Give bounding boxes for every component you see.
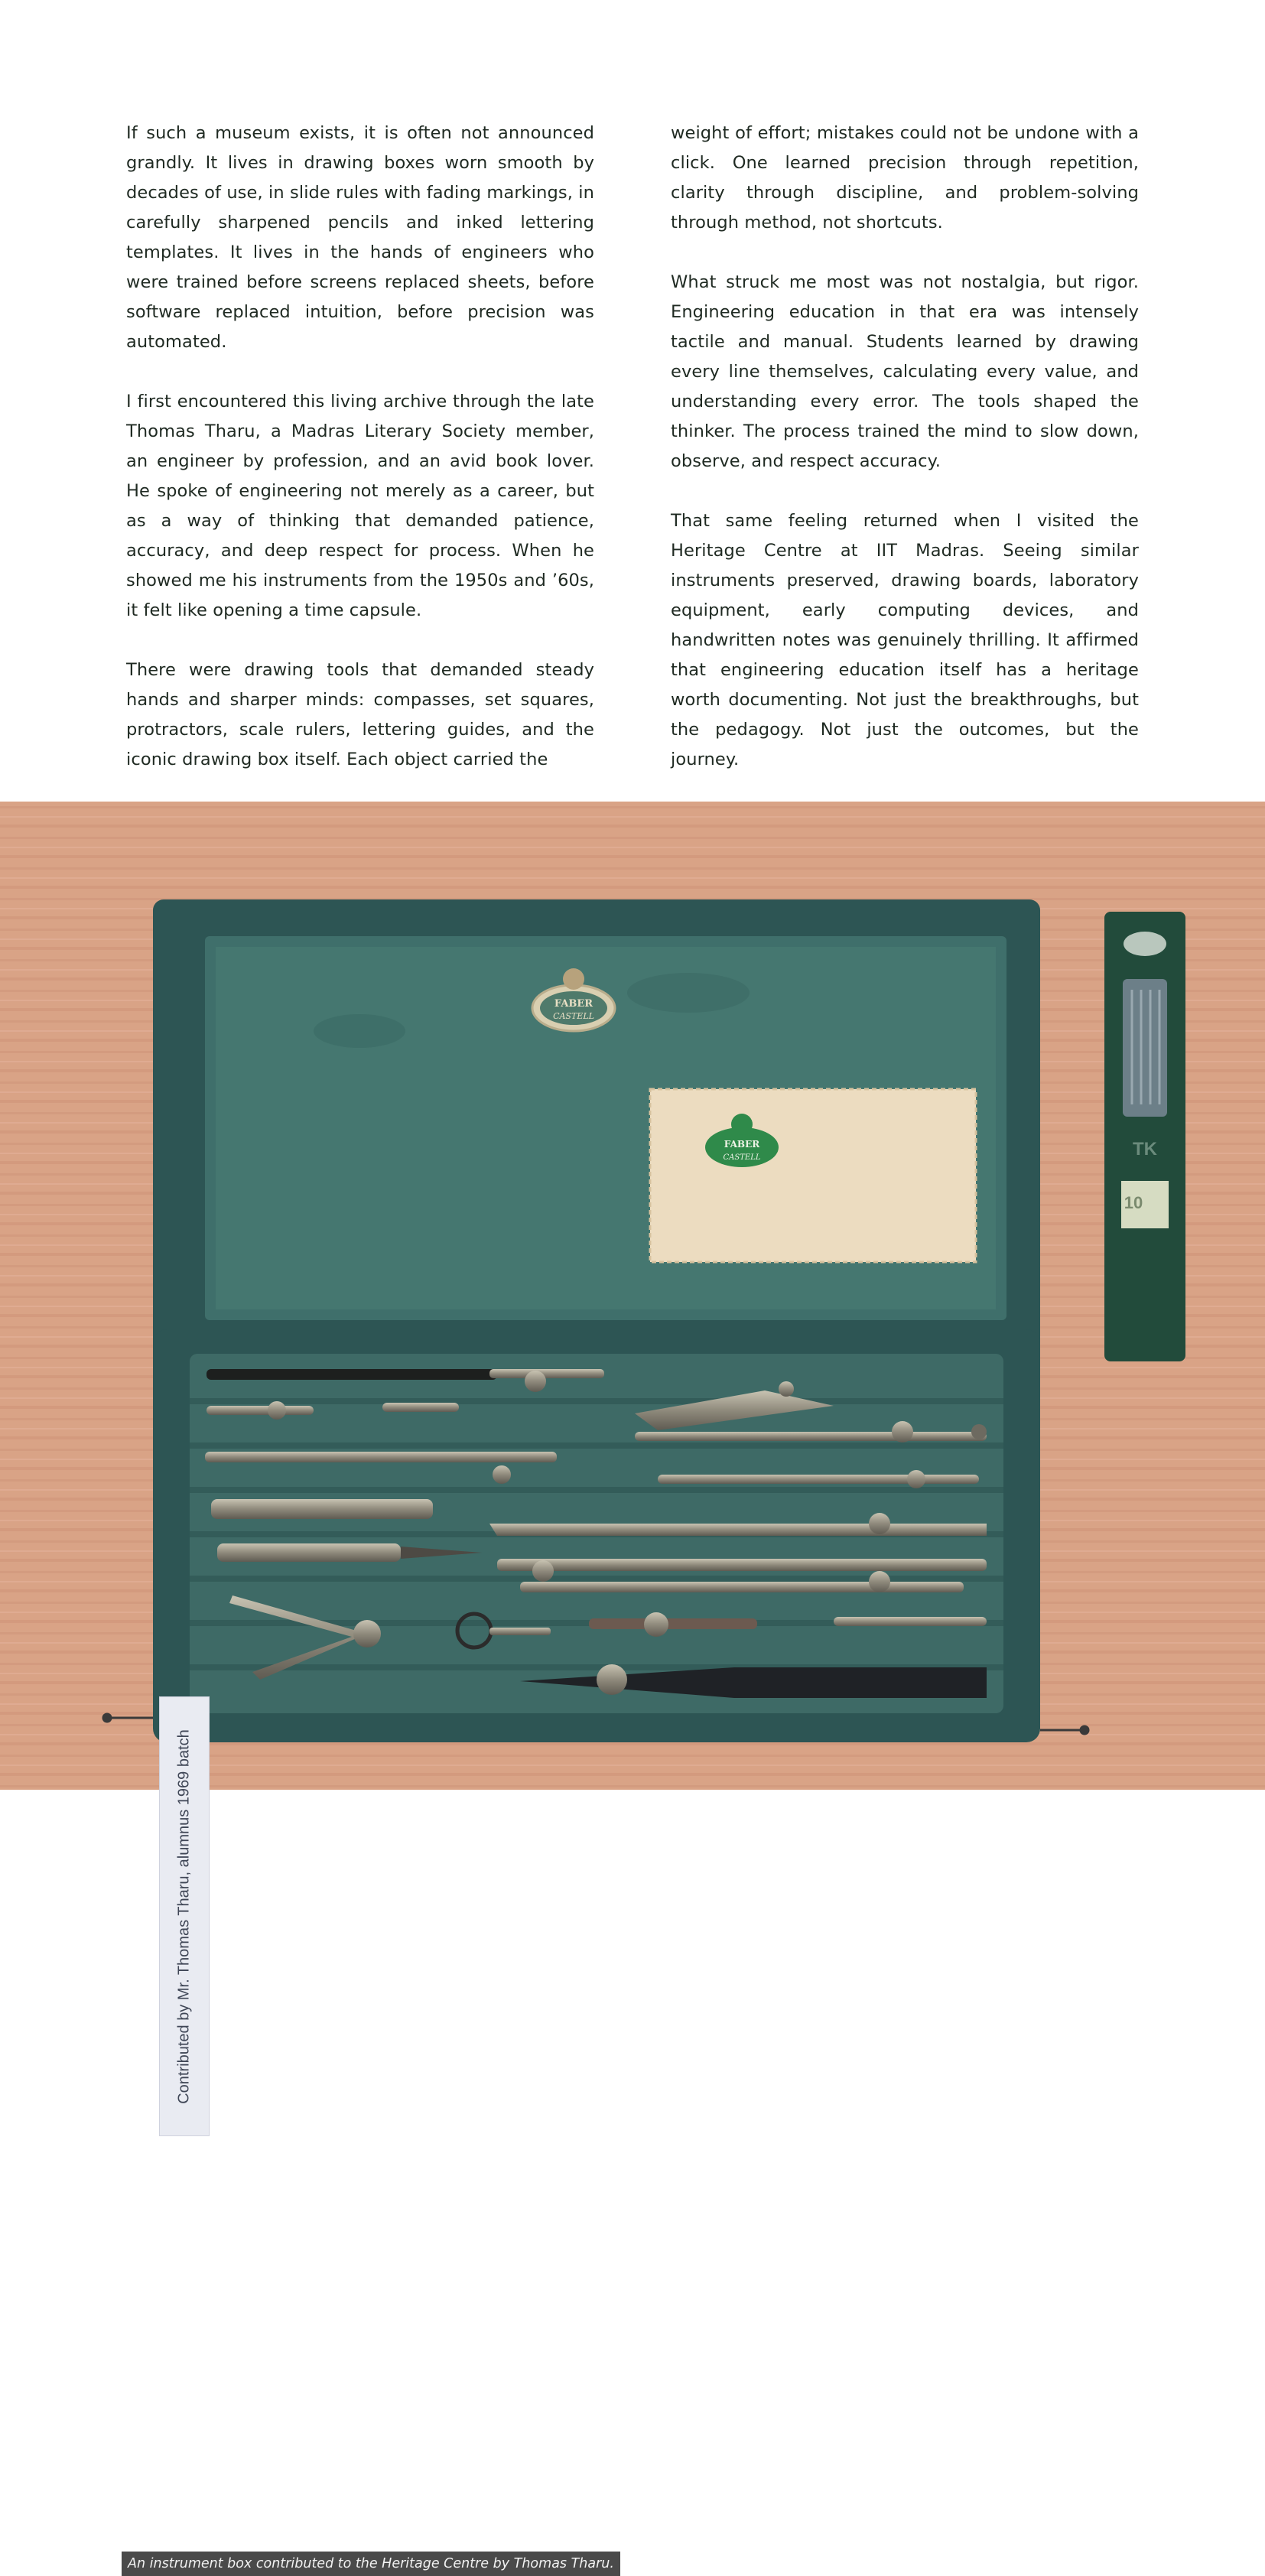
contributor-label-text: Contributed by Mr. Thomas Tharu, alumnus 1969 batch: [175, 1729, 193, 2104]
instrument-box-illustration: [0, 802, 1265, 1790]
article-columns: [126, 119, 1139, 805]
paragraph: What struck me most was not nostalgia, but rigor. Engineering education in that era was intensely tactile and manual. Students learned by drawing every line themselves, calculating every value, and understanding every error. The tools shaped the thinker. The process trained the mind to slow down, observe, and respect accuracy.: [671, 272, 1139, 471]
lead-case-label: TK: [1133, 1139, 1157, 1160]
left-column: [126, 119, 594, 805]
lead-case: [1104, 912, 1185, 1361]
right-column: [671, 119, 1139, 805]
paragraph: I first encountered this living archive through the late Thomas Tharu, a Madras Literary Society member, an engineer by profession, and an avid book lover. He spoke of engineering not merely as a career, but as a way of thinking that demanded patience, accuracy, and deep respect for process. When he showed me his instruments from the 1950s and ’60s, it felt like opening a time capsule.: [126, 392, 594, 620]
paragraph: If such a museum exists, it is often not announced grandly. It lives in drawing boxes worn smooth by decades of use, in slide rules with fading markings, in carefully sharpened pencils and inked lettering templates. It lives in the hands of engineers who were trained before screens replaced sheets, before software replaced intuition, before precision was automated.: [126, 123, 594, 352]
cloth-logo-text: CASTELL: [723, 1153, 761, 1162]
instrument-box-photo: [0, 802, 1265, 2571]
paragraph: weight of effort; mistakes could not be undone with a click. One learned precision through repetition, clarity through discipline, and problem-solving through method, not shortcuts.: [671, 123, 1139, 233]
lead-case-number: 10: [1124, 1193, 1143, 1212]
paragraph: That same feeling returned when I visited the Heritage Centre at IIT Madras. Seeing similar instruments preserved, drawing boards, laboratory equipment, early computing devices, and handwritten notes was genuinely thrilling. It affirmed that engineering education itself has a heritage worth documenting. Not just the breakthroughs, but the pedagogy. Not just the outcomes, but the journey.: [671, 511, 1139, 769]
cloth-logo-text: FABER: [724, 1139, 760, 1150]
photo-caption: An instrument box contributed to the Heritage Centre by Thomas Tharu.: [122, 2552, 620, 2576]
logo-text: CASTELL: [553, 1011, 594, 1021]
paragraph: There were drawing tools that demanded steady hands and sharper minds: compasses, set squares, protractors, scale rulers, lettering guides, and the iconic drawing box itself. Each object carried the: [126, 660, 594, 769]
logo-text: FABER: [554, 998, 593, 1010]
polishing-cloth: [650, 1089, 976, 1262]
contributor-label-strip: [159, 1696, 210, 2136]
